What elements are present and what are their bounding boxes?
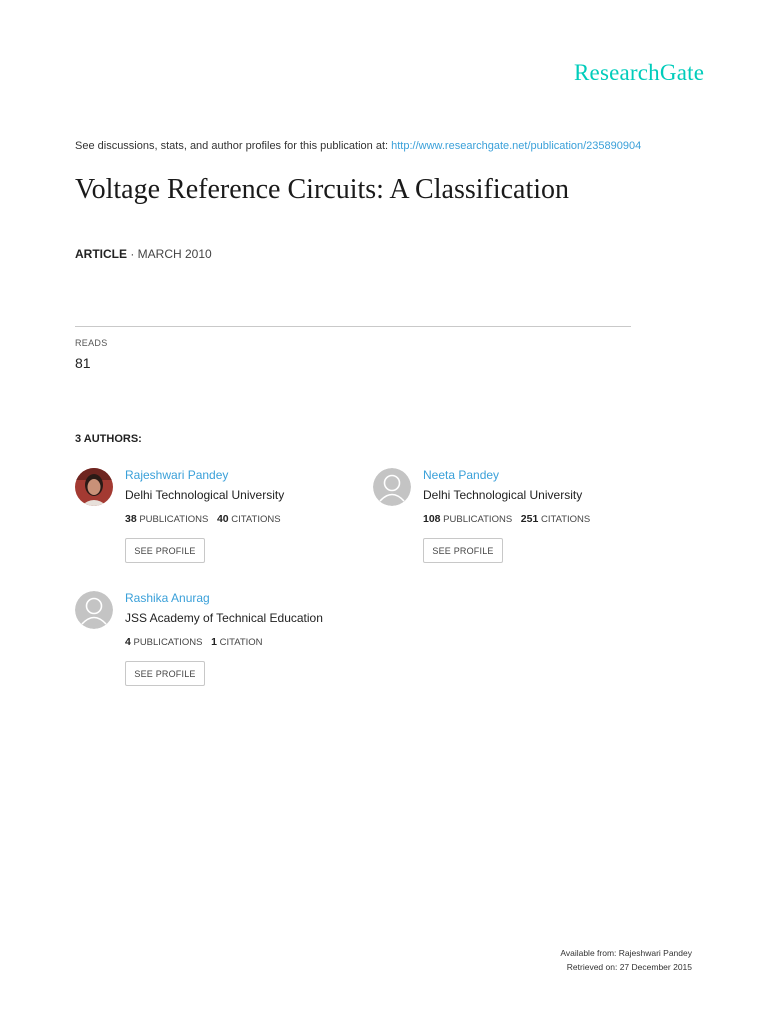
publication-date: MARCH 2010 <box>137 247 212 261</box>
author-card <box>75 591 355 701</box>
author-institution: JSS Academy of Technical Education <box>125 611 323 625</box>
author-card <box>373 468 653 578</box>
publications-label: PUBLICATIONS <box>139 514 209 525</box>
default-avatar-icon[interactable] <box>75 591 113 629</box>
citations-label: CITATIONS <box>231 514 281 525</box>
publications-count: 38 <box>125 513 137 525</box>
publication-title: Voltage Reference Circuits: A Classification <box>75 174 570 205</box>
see-profile-button[interactable]: SEE PROFILE <box>125 661 205 686</box>
publications-label: PUBLICATIONS <box>133 637 203 648</box>
footer-info <box>560 946 692 974</box>
publication-meta <box>75 247 212 261</box>
reads-label: READS <box>75 338 108 348</box>
author-institution: Delhi Technological University <box>423 488 583 502</box>
publications-label: PUBLICATIONS <box>443 514 513 525</box>
publications-count: 108 <box>423 513 441 525</box>
citations-count: 251 <box>520 513 539 525</box>
see-profile-button[interactable]: SEE PROFILE <box>125 538 205 563</box>
publication-url-link[interactable]: http://www.researchgate.net/publication/235890904 <box>391 140 642 152</box>
publication-type: ARTICLE <box>75 247 127 261</box>
author-name-link[interactable]: Rajeshwari Pandey <box>125 468 229 482</box>
author-photo-avatar[interactable] <box>75 468 113 506</box>
researchgate-logo: ResearchGate <box>574 60 705 85</box>
discussion-text: See discussions, stats, and author profiles for this publication at: <box>75 140 389 152</box>
default-avatar-icon[interactable] <box>373 468 411 506</box>
citations-label: CITATIONS <box>540 514 591 525</box>
see-profile-button[interactable]: SEE PROFILE <box>423 538 503 563</box>
author-name-link[interactable]: Rashika Anurag <box>125 591 210 605</box>
meta-separator: · <box>127 247 138 261</box>
retrieved-on: Retrieved on: 27 December 2015 <box>566 962 692 972</box>
citations-count: 1 <box>211 636 217 648</box>
available-from: Available from: Rajeshwari Pandey <box>560 948 692 958</box>
author-stats <box>125 636 263 648</box>
section-divider <box>75 326 631 327</box>
author-stats <box>423 513 590 525</box>
author-card <box>75 468 355 578</box>
citations-label: CITATION <box>219 637 263 648</box>
author-name-link[interactable]: Neeta Pandey <box>423 468 500 482</box>
discussion-line <box>75 140 641 152</box>
publications-count: 4 <box>125 636 131 648</box>
authors-heading: 3 AUTHORS: <box>75 433 142 445</box>
author-stats <box>125 513 281 525</box>
reads-count: 81 <box>75 355 91 371</box>
author-institution: Delhi Technological University <box>125 488 285 502</box>
citations-count: 40 <box>216 513 229 525</box>
